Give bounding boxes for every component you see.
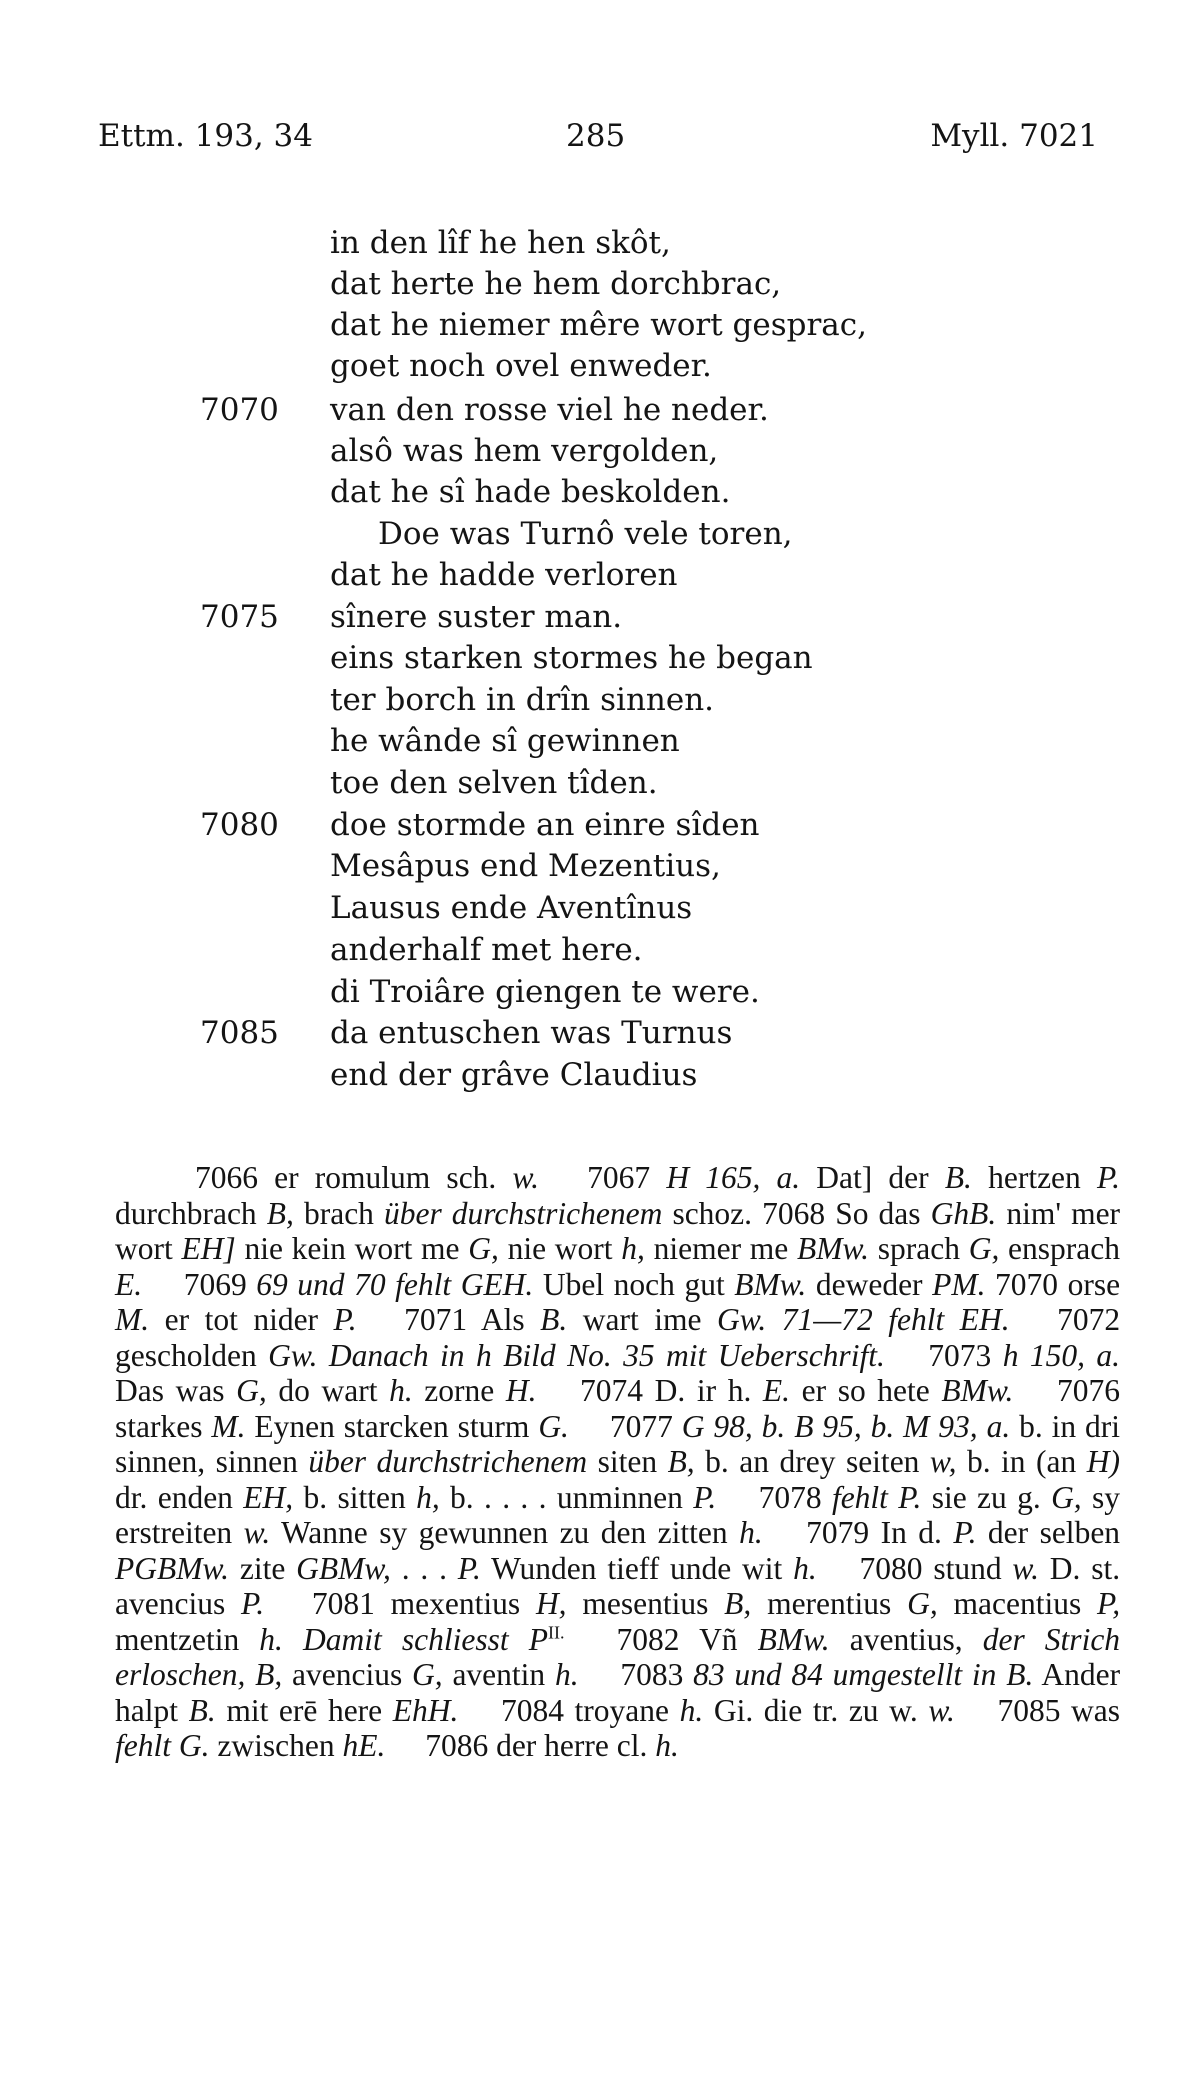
siglum-text: P. — [953, 1515, 977, 1550]
siglum-text: E. — [762, 1373, 791, 1408]
verse-text: dat he sî hade beskolden. — [330, 474, 731, 510]
note-text: nim' mer wort — [115, 1195, 1121, 1266]
siglum-text: BMw. — [941, 1373, 1014, 1408]
verse-line — [0, 974, 1200, 1016]
siglum-text: h, — [416, 1479, 440, 1515]
verse-line — [0, 807, 1200, 849]
note-7074 — [580, 1373, 1013, 1408]
note-text: mentzetin — [115, 1621, 240, 1657]
verse-text: da entuschen was Turnus — [330, 1015, 733, 1051]
siglum-text: über durchstrichenem — [384, 1195, 663, 1231]
note-text: avencius — [292, 1657, 403, 1692]
siglum-text: H. — [505, 1373, 537, 1408]
note-text: sie zu g. — [931, 1479, 1041, 1515]
verse-text: alsô was hem vergolden, — [330, 433, 719, 469]
siglum-text: B, — [667, 1444, 695, 1479]
siglum-text: w. — [928, 1692, 955, 1728]
note-text: Das was — [115, 1373, 225, 1408]
page-number: 285 — [566, 118, 626, 154]
note-text: 7083 — [620, 1657, 684, 1692]
note-text: 7078 — [758, 1479, 822, 1515]
siglum-text: G, — [236, 1373, 267, 1408]
note-text: 7073 — [928, 1337, 992, 1373]
siglum-text: G, — [412, 1657, 443, 1692]
verse-line — [0, 848, 1200, 890]
note-text: 7072 gescholden — [115, 1302, 1121, 1373]
note-text: sprach — [877, 1231, 960, 1266]
verse-text: ter borch in drîn sinnen. — [330, 682, 715, 718]
running-header — [98, 118, 1098, 168]
verse-text: sînere suster man. — [330, 599, 623, 635]
siglum-text: über durchstrichenem — [308, 1444, 588, 1479]
verse-line — [0, 516, 1200, 558]
note-text: wart ime — [582, 1302, 702, 1337]
verse-text: Doe was Turnô vele toren, — [378, 516, 793, 552]
siglum-text: Danach in h Bild No. 35 mit Ueberschrift. — [328, 1337, 885, 1373]
note-text: 7069 — [183, 1266, 247, 1302]
verse-number: 7075 — [200, 599, 279, 635]
siglum-text: 69 und 70 fehlt GEH. — [256, 1266, 534, 1302]
siglum-text: B. — [188, 1692, 216, 1728]
verse-line — [0, 932, 1200, 974]
verse-number: 7070 — [200, 392, 279, 428]
verse-line — [0, 392, 1200, 434]
verse-text: end der grâve Claudius — [330, 1057, 698, 1093]
note-text: mesentius — [582, 1586, 709, 1621]
note-text: deweder — [815, 1266, 923, 1302]
verse-text: anderhalf met here. — [330, 932, 643, 968]
note-text: er tot nider — [164, 1302, 319, 1337]
siglum-text: Gw. — [716, 1302, 767, 1337]
note-7071 — [404, 1302, 766, 1337]
note-text: er so hete — [801, 1373, 930, 1408]
siglum-text: PM. — [932, 1266, 986, 1302]
siglum-text: P. — [241, 1586, 265, 1621]
note-text: hertzen — [988, 1160, 1081, 1195]
siglum-text: h, — [621, 1231, 645, 1266]
note-text: b. in (an — [966, 1444, 1077, 1479]
siglum-text: H, — [535, 1586, 567, 1621]
verse-text: van den rosse viel he neder. — [330, 392, 769, 428]
siglum-text: H) — [1086, 1444, 1120, 1479]
note-7069 — [184, 1267, 986, 1302]
siglum-text: B, — [255, 1657, 283, 1692]
siglum-text: G, — [468, 1231, 499, 1266]
note-text: durchbrach — [115, 1195, 257, 1231]
verse-line — [0, 640, 1200, 682]
note-text: do wart — [278, 1373, 378, 1408]
note-text: zwischen — [217, 1728, 335, 1763]
note-text: der selben — [987, 1515, 1121, 1550]
siglum-text: hE. — [342, 1728, 386, 1763]
verse-line — [0, 765, 1200, 807]
note-text: mit erē here — [226, 1692, 383, 1728]
note-text: 7071 Als — [404, 1302, 525, 1337]
note-text: 7067 — [587, 1160, 651, 1195]
siglum-text: P. — [333, 1302, 357, 1337]
note-text: 7074 D. ir h. — [580, 1373, 752, 1408]
verse-line — [0, 723, 1200, 765]
verse-text: dat he hadde verloren — [330, 557, 678, 593]
note-text: dr. enden — [115, 1479, 233, 1515]
note-71-72: 71—72 fehlt EH. — [781, 1302, 1010, 1337]
note-text: aventius, — [849, 1621, 963, 1657]
siglum-text: P. — [457, 1550, 481, 1586]
note-text: zorne — [424, 1373, 495, 1408]
verse-number: 7085 — [200, 1015, 279, 1051]
note-text: . . . — [401, 1550, 447, 1586]
verse-text: toe den selven tîden. — [330, 765, 658, 801]
note-text: b. sitten — [303, 1479, 406, 1515]
siglum-text: w. — [1012, 1550, 1039, 1586]
siglum-text: H 165, a. — [666, 1160, 801, 1195]
siglum-text: M. — [115, 1302, 150, 1337]
siglum-text: G, — [968, 1231, 1000, 1266]
note-text: brach — [303, 1195, 374, 1231]
siglum-text: B, — [724, 1586, 752, 1621]
verse-number: 7080 — [200, 807, 279, 843]
note-text: II. — [547, 1622, 565, 1642]
siglum-text: Damit schliesst — [303, 1621, 509, 1657]
note-text: 7080 stund — [859, 1550, 1002, 1586]
note-text: sy erstreiten — [115, 1479, 1121, 1550]
critical-apparatus — [115, 1160, 1120, 1764]
apparatus-paragraph — [115, 1160, 1120, 1764]
siglum-text: B. — [1006, 1657, 1034, 1692]
note-text: b. in dri sinnen, sinnen — [115, 1408, 1121, 1479]
note-text: Gi. die tr. zu w. — [713, 1692, 918, 1728]
note-text: ensprach — [1008, 1231, 1120, 1266]
note-text: 7070 orse — [995, 1266, 1121, 1302]
note-text: Wanne sy gewunnen zu den zitten — [281, 1515, 728, 1550]
siglum-text: h. — [793, 1550, 817, 1586]
verse-line — [0, 433, 1200, 475]
siglum-text: h. — [259, 1621, 283, 1657]
siglum-text: B. — [944, 1160, 972, 1195]
header-right-reference: Myll. 7021 — [930, 118, 1098, 154]
note-text: Dat] der — [816, 1160, 929, 1195]
siglum-text: h. — [554, 1657, 579, 1692]
siglum-text: PGBMw. — [115, 1550, 230, 1586]
siglum-text: G 98, b. B 95, b. M 93, a. — [681, 1408, 1011, 1444]
siglum-text: fehlt — [831, 1479, 888, 1515]
verse-line — [0, 307, 1200, 349]
siglum-text: G, — [907, 1586, 938, 1621]
note-text: 7084 troyane — [500, 1692, 670, 1728]
note-text: 7079 In d. — [806, 1515, 942, 1550]
verse-text: dat herte he hem dorchbrac, — [330, 266, 782, 302]
verse-text: Mesâpus end Mezentius, — [330, 848, 721, 884]
siglum-text: GBMw, — [296, 1550, 391, 1586]
siglum-text: EH] — [181, 1231, 236, 1266]
note-text: D. st. avencius — [115, 1550, 1121, 1621]
siglum-text: GhB. — [930, 1195, 997, 1231]
note-text: Ubel noch gut — [542, 1266, 725, 1302]
note-text: nie wort — [507, 1231, 613, 1266]
note-text: Ander halpt — [115, 1657, 1121, 1728]
verse-line — [0, 225, 1200, 267]
verse-line — [0, 266, 1200, 308]
note-text: nie kein wort me — [244, 1231, 460, 1266]
siglum-text: BMw. — [734, 1266, 807, 1302]
note-text: 7086 der herre cl. — [425, 1728, 648, 1763]
note-text: niemer me — [653, 1231, 789, 1266]
siglum-text: der Strich erloschen, — [115, 1621, 1121, 1692]
verse-line — [0, 474, 1200, 516]
siglum-text: P — [528, 1621, 548, 1657]
siglum-text: h 150, a. — [1002, 1337, 1121, 1373]
note-text: 7081 mexentius — [311, 1586, 521, 1621]
verse-text: doe stormde an einre sîden — [330, 807, 760, 843]
siglum-text: P. — [693, 1479, 717, 1515]
siglum-text: fehlt — [115, 1728, 171, 1763]
verse-text: di Troiâre giengen te were. — [330, 974, 760, 1010]
note-text: 7077 — [609, 1408, 673, 1444]
note-text: zite — [239, 1550, 286, 1586]
note-text: aventin — [452, 1657, 546, 1692]
siglum-text: G. — [538, 1408, 569, 1444]
siglum-text: w. — [512, 1160, 540, 1195]
verse-text: Lausus ende Aventînus — [330, 890, 693, 926]
note-text: macentius — [953, 1586, 1082, 1621]
note-text: siten — [597, 1444, 658, 1479]
siglum-text: BMw. — [757, 1621, 830, 1657]
verse-text: eins starken stormes he began — [330, 640, 813, 676]
note-text: 7082 Vñ — [616, 1621, 738, 1657]
siglum-text: B. — [540, 1302, 568, 1337]
note-text: Eynen starcken sturm — [254, 1408, 530, 1444]
verse-text: goet noch ovel enweder. — [330, 348, 712, 384]
note-text: 7066 er romulum sch. — [195, 1160, 497, 1195]
siglum-text: BMw. — [797, 1231, 870, 1266]
header-left-reference: Ettm. 193, 34 — [98, 118, 313, 154]
siglum-text: G. — [178, 1728, 210, 1763]
verse-text: dat he niemer mêre wort gesprac, — [330, 307, 867, 343]
verse-line — [0, 348, 1200, 390]
siglum-text: B, — [266, 1195, 294, 1231]
note-7066 — [195, 1160, 539, 1195]
note-text: merentius — [767, 1586, 892, 1621]
siglum-text: h. — [679, 1692, 704, 1728]
siglum-text: h. — [389, 1373, 413, 1408]
verse-line — [0, 1057, 1200, 1099]
siglum-text: P. — [1096, 1160, 1120, 1195]
siglum-text: h. — [655, 1728, 679, 1763]
verse-text: he wânde sî gewinnen — [330, 723, 680, 759]
note-text: 7068 So das — [762, 1195, 921, 1231]
verse-line — [0, 599, 1200, 641]
note-text: Wunden tieff unde wit — [491, 1550, 783, 1586]
siglum-text: 83 und 84 umgestellt in — [693, 1657, 997, 1692]
note-7086 — [425, 1728, 679, 1763]
siglum-text: M. — [211, 1408, 246, 1444]
verse-line — [0, 557, 1200, 599]
note-text: b. an drey seiten — [705, 1444, 920, 1479]
verse-line — [0, 1015, 1200, 1057]
verse-line — [0, 682, 1200, 724]
siglum-text: P. — [898, 1479, 922, 1515]
siglum-text: h. — [739, 1515, 763, 1550]
siglum-text: w, — [929, 1444, 957, 1479]
verse-text: in den lîf he hen skôt, — [330, 225, 671, 261]
note-text: b. . . . . unminnen — [450, 1479, 683, 1515]
verse-line — [0, 890, 1200, 932]
siglum-text: P, — [1097, 1586, 1121, 1621]
note-text: 7085 was — [997, 1692, 1121, 1728]
note-text: schoz. — [672, 1195, 753, 1231]
siglum-text: E. — [115, 1266, 143, 1302]
siglum-text: EhH. — [392, 1692, 459, 1728]
siglum-text: EH, — [243, 1479, 294, 1515]
siglum-text: G, — [1051, 1479, 1082, 1515]
siglum-text: Gw. — [268, 1337, 318, 1373]
note-7084 — [501, 1693, 955, 1728]
siglum-text: w. — [243, 1515, 271, 1550]
note-text: 7076 starkes — [115, 1373, 1120, 1444]
